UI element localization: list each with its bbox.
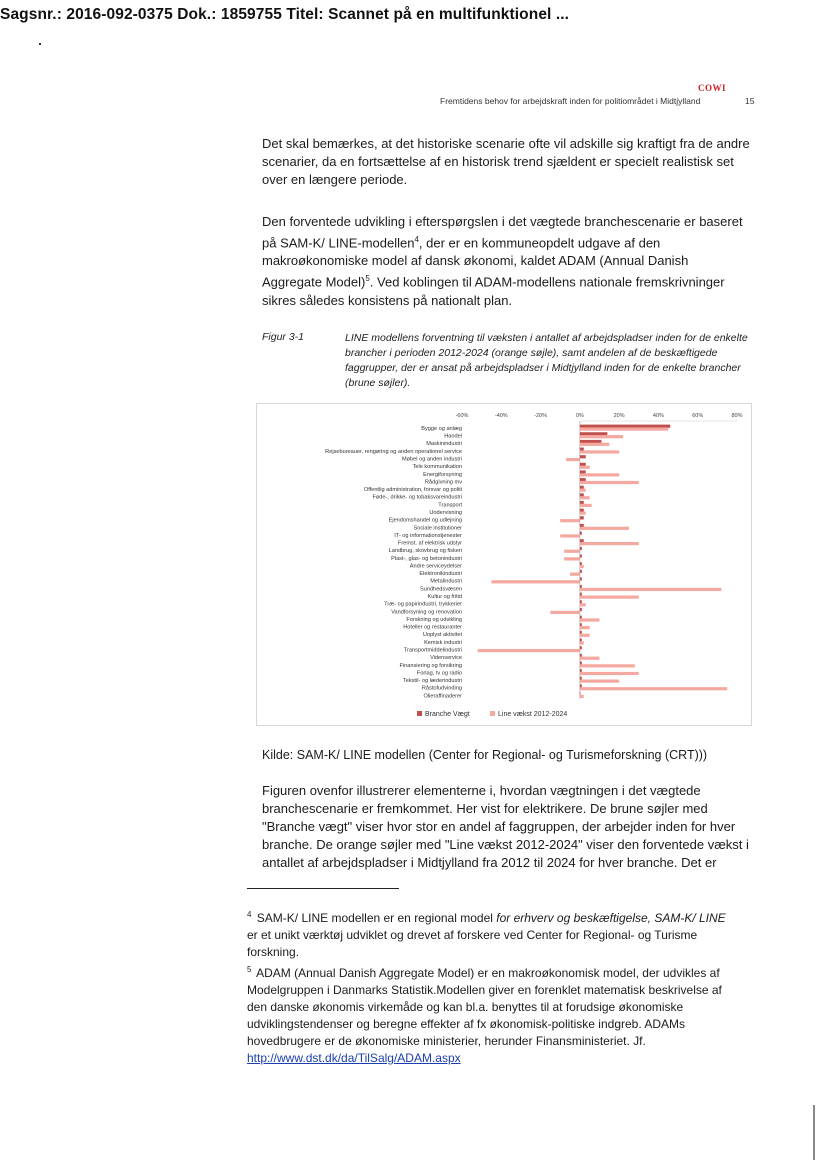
x-tick-label: 0% [575,413,584,419]
category-label: Fremst. af elektrisk udstyr [397,540,462,547]
line-growth-bar [580,641,584,644]
branche-bar [580,448,584,451]
category-label: Tele kommunikation [412,464,462,471]
category-label: Føde-, drikke- og tobaksvareindustri [372,494,462,501]
line-growth-bar [580,504,592,507]
footnote-ref-5[interactable]: 5 [365,274,370,284]
adam-link[interactable]: http://www.dst.dk/da/TilSalg/ADAM.aspx [247,1051,461,1065]
figure-source: Kilde: SAM-K/ LINE modellen (Center for Regional- og Turismeforskning (CRT))) [262,748,708,762]
line-growth-bar [560,534,580,537]
line-growth-bar [580,489,586,492]
category-label: Maskinindustri [426,441,462,448]
line-growth-bar [564,550,580,553]
branche-bar [580,593,582,596]
category-label: Andre serviceydelser [409,563,462,570]
category-label: Videnservice [430,655,462,662]
branche-bar [580,455,586,458]
scan-edge-mark [813,1105,815,1160]
branche-bar [580,425,670,428]
category-label: Tekstil- og læderindustri [402,678,462,685]
branche-bar [580,669,582,672]
paragraph-weighted-scenario [262,213,750,310]
legend-swatch-line [490,711,495,716]
page-number: 15 [745,96,755,106]
category-label: Elektronikindustri [419,571,462,578]
x-tick-label: -40% [494,413,508,419]
legend-label-line: Line vækst 2012-2024 [498,711,568,718]
branche-bar [580,654,582,657]
footnote-text: er et unikt værktøj udviklet og drevet af forskere ved Center for Regional- og Turisme forskning. [247,928,698,959]
category-label: Kultur og fritid [427,594,462,601]
category-label: Træ- og papirindustri, trykkerier [384,601,462,608]
x-tick-label: -20% [534,413,547,419]
footnote-ref-4[interactable]: 4 [414,235,419,244]
figure-caption: LINE modellens forventning til væksten i antallet af arbejdspladser inden for de enkelte brancher i perioden 2012-2024 (orange søjle), samt andelen af de beskæftigede faggrupper, der er ansat på arbejdspladser i Midtjylland inden for de enkelte brancher (brune søjler). [345,332,748,389]
branche-bar [580,616,582,619]
footnote-text: ADAM (Annual Danish Aggregate Model) er en makroøkonomisk model, der udvikles af Modelgruppen i Danmarks Statistik.Modellen giver en forenklet matematisk beskrivelse af den danske økonomis virkemåde og kan bl.a. benyttes til at forudsige økonomiske udviklingstendenser og beregne effekter af fx økonomisk-politiske indgreb. ADAMs hovedbrugere er de økonomiske ministerier, herunder Finansministeriet. Jf. [247,966,722,1048]
line-growth-bar [580,542,639,545]
branche-bar [580,532,582,535]
line-growth-bar [580,588,721,591]
line-growth-bar [550,611,579,614]
line-growth-bar [580,481,639,484]
legend-swatch-branche [417,711,422,716]
branche-bar [580,470,586,473]
branche-bar [580,692,581,695]
branche-bar [580,638,582,641]
category-label: Bygge og anlæg [421,425,462,432]
footnote-divider [247,888,399,889]
x-tick-label: 80% [731,413,743,419]
line-growth-bar [580,657,600,660]
document-header: Sagsnr.: 2016-092-0375 Dok.: 1859755 Titel: Scannet på en multifunktionel ... [0,6,570,23]
category-label: Råstofudvinding [421,685,462,692]
branche-bar [580,440,602,443]
category-label: Uoplyst aktivitet [422,632,462,639]
x-tick-label: 20% [613,413,625,419]
branche-bar [580,677,582,680]
branche-bar [580,547,582,550]
line-growth-bar [580,443,609,446]
line-growth-bar [580,427,668,430]
branche-bar [580,501,584,504]
category-label: Ejendomshandel og udlejning [388,517,462,524]
category-label: Finansiering og forsikring [399,662,462,669]
x-tick-label: 40% [652,413,664,419]
line-growth-bar [580,664,635,667]
paragraph-text: Den forventede udvikling i efterspørgslen i det vægtede branchescenarie er baseret på SAM-K/ LINE-modellen [262,214,743,251]
line-growth-bar [564,557,580,560]
branche-bar [580,463,586,466]
branche-bar [580,509,584,512]
line-growth-bar [580,695,584,698]
line-growth-bar [580,511,586,514]
line-growth-bar [566,458,580,461]
footnote-5 [247,961,739,1067]
line-growth-bar [478,649,580,652]
line-growth-bar [580,496,590,499]
branche-bar [580,554,582,557]
footnotes [247,906,739,1067]
x-tick-label: -60% [455,413,469,419]
line-growth-bar [580,680,619,683]
footnote-4 [247,906,739,961]
line-growth-bar [580,618,600,621]
cowi-logo: COWI [698,83,727,93]
scan-speck [39,43,41,45]
branche-bar [580,432,608,435]
branche-bar [580,600,582,603]
legend-label-branche: Branche Vægt [425,711,470,718]
paragraph-figure-explanation: Figuren ovenfor illustrerer elementerne i, hvordan vægtningen i det vægtede branchescenarie er fremkommet. Her vist for elektrikere. De brune søjler med "Branche vægt" viser hvor stor en andel af faggruppen, der arbejder inden for hver branche. De orange søjler med "Line vækst 2012-2024" viser den forventede vækst i antallet af arbejdspladser i Midtjylland fra 2012 til 2024 for hver branche. Det er [262,783,749,870]
line-growth-bar [560,519,580,522]
branche-bar [580,608,582,611]
footnote-text: SAM-K/ LINE modellen er en regional model [253,911,497,925]
category-label: Forskning og udvikling [406,616,462,623]
category-label: Rejsebureauer, rengøring og anden operationel service [325,448,462,455]
category-label: Forlag, tv og radio [416,670,462,677]
category-label: Metalindustri [430,578,462,585]
branche-bar [580,493,584,496]
branche-bar [580,661,582,664]
category-label: Sociale institutioner [413,525,462,532]
line-growth-bar [580,687,727,690]
line-growth-bar [580,565,584,568]
category-label: Offentlig administration, forsvar og politi [363,487,462,494]
x-tick-label: 60% [692,413,704,419]
footnote-number: 5 [247,965,252,974]
branche-bar [580,562,582,565]
category-label: Energiforsyning [423,471,462,478]
branche-bar [580,570,582,573]
branche-bar [580,486,584,489]
category-label: Rådgivning mv [425,479,462,486]
line-growth-bar [580,626,590,629]
line-growth-bar [580,450,619,453]
category-label: Kemisk industri [424,639,462,646]
line-growth-bar [580,595,639,598]
bar-chart [257,404,753,727]
line-growth-bar [580,527,629,530]
branche-bar [580,516,584,519]
paragraph-text: , der er en kommuneopdelt udgave af den makroøkonomiske model af dansk økonomi, kaldet ADAM (Annual Danish Aggregate Model) [262,235,689,290]
line-growth-bar [580,603,586,606]
line-growth-bar [580,435,623,438]
figure-label: Figur 3-1 [262,331,305,343]
category-label: Handel [444,433,462,440]
branche-bar [580,524,584,527]
category-label: Undervisning [429,509,462,516]
category-label: Landbrug, skovbrug og fiskeri [388,548,462,555]
branche-bar [580,585,582,588]
branche-bar [580,539,584,542]
category-label: Møbel og anden industri [401,456,462,463]
category-label: IT- og informationstjenester [394,532,462,539]
running-header: Fremtidens behov for arbejdskraft inden for politiområdet i Midtjylland [440,96,701,106]
line-growth-bar [580,466,590,469]
category-label: Hoteller og restauranter [403,624,462,631]
branche-bar [580,631,582,634]
footnote-number: 4 [247,910,252,919]
branche-bar [580,684,582,687]
category-label: Transportmiddelindustri [403,647,462,654]
category-label: Sundhedsvæsen [420,586,462,593]
line-growth-bar [580,473,619,476]
category-label: Vandforsyning og renovation [391,609,462,616]
paragraph-historical-scenario: Det skal bemærkes, at det historiske scenarie ofte vil adskille sig kraftigt fra de andre scenarier, da en fortsættelse af en historisk trend sjældent er specielt realistisk set over en længere periode. [262,136,750,187]
category-label: Olieraffinaderer [423,693,462,700]
category-label: Plast-, glas- og betonindustri [391,555,462,562]
branche-bar [580,478,586,481]
footnote-text-italic: for erhverv og beskæftigelse, SAM-K/ LINE [496,911,726,925]
category-label: Transport [438,502,462,509]
chart-frame [256,403,752,726]
branche-bar [580,577,582,580]
branche-bar [580,623,582,626]
line-growth-bar [491,580,579,583]
branche-bar [580,646,582,649]
paragraph-text: . Ved koblingen til ADAM-modellens nationale fremskrivninger sikres således konsistens på nationalt plan. [262,274,725,308]
line-growth-bar [580,634,590,637]
line-growth-bar [570,573,580,576]
line-growth-bar [580,672,639,675]
